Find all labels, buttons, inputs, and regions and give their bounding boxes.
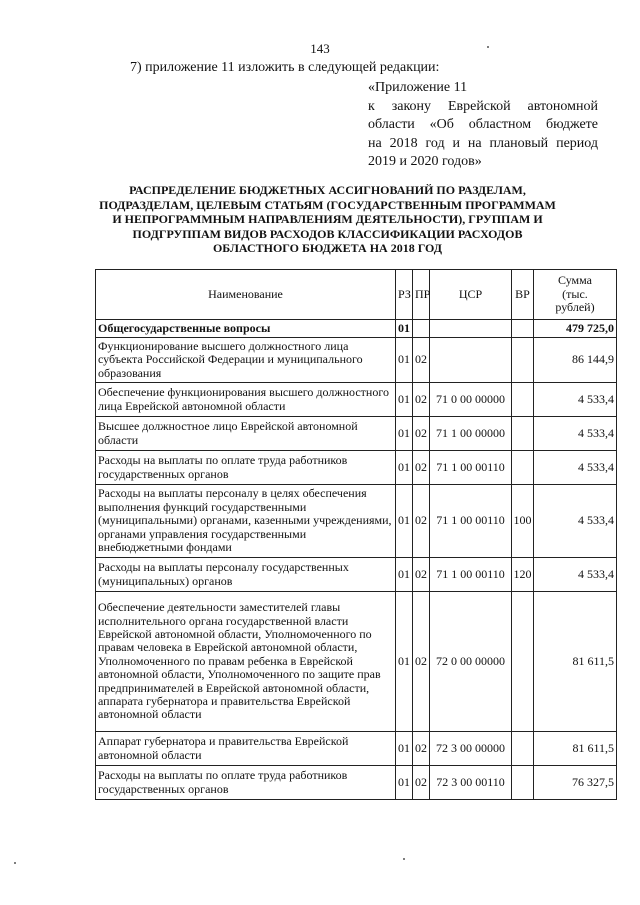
row-sum: 81 611,5 xyxy=(534,592,617,732)
title-line: ПОДГРУППАМ ВИДОВ РАСХОДОВ КЛАССИФИКАЦИИ РАСХОДОВ xyxy=(132,226,523,241)
table-row xyxy=(96,338,617,383)
budget-table xyxy=(95,269,617,800)
row-name: Высшее должностное лицо Еврейской автономной области xyxy=(96,417,396,451)
row-vr xyxy=(512,417,534,451)
row-csr: 71 0 00 00000 xyxy=(430,383,512,417)
page-number: 143 xyxy=(310,41,330,56)
row-rz: 01 xyxy=(396,383,413,417)
scan-speck xyxy=(487,46,489,48)
row-vr xyxy=(512,320,534,338)
row-sum: 479 725,0 xyxy=(534,320,617,338)
row-rz: 01 xyxy=(396,766,413,800)
header-sum-line: (тыс. xyxy=(562,286,588,301)
row-rz: 01 xyxy=(396,592,413,732)
table-row xyxy=(96,766,617,800)
row-csr: 71 1 00 00110 xyxy=(430,558,512,592)
row-sum: 4 533,4 xyxy=(534,558,617,592)
row-rz: 01 xyxy=(396,451,413,485)
row-rz: 01 xyxy=(396,417,413,451)
annex-line: к закону Еврейской автономной xyxy=(368,98,598,114)
annex-header xyxy=(368,79,598,172)
annex-line: области «Об областном бюджете xyxy=(368,117,598,132)
row-name: Общегосударственные вопросы xyxy=(96,320,396,338)
row-csr: 71 1 00 00000 xyxy=(430,417,512,451)
row-vr xyxy=(512,592,534,732)
row-csr xyxy=(430,320,512,338)
row-rz: 01 xyxy=(396,485,413,558)
row-vr xyxy=(512,338,534,383)
table-row xyxy=(96,320,617,338)
row-name: Расходы на выплаты персоналу государственных (муниципальных) органов xyxy=(96,558,396,592)
row-pr: 02 xyxy=(413,766,430,800)
row-sum: 4 533,4 xyxy=(534,383,617,417)
row-pr: 02 xyxy=(413,558,430,592)
row-pr: 02 xyxy=(413,383,430,417)
row-pr: 02 xyxy=(413,451,430,485)
row-sum: 4 533,4 xyxy=(534,417,617,451)
header-rz: РЗ xyxy=(396,270,413,320)
table-row xyxy=(96,485,617,558)
annex-line: 2019 и 2020 годов» xyxy=(368,154,482,169)
row-pr: 02 xyxy=(413,592,430,732)
row-pr xyxy=(413,320,430,338)
row-name: Расходы на выплаты по оплате труда работников государственных органов xyxy=(96,766,396,800)
annex-line: на 2018 год и на плановый период xyxy=(368,135,598,151)
row-csr xyxy=(430,338,512,383)
row-name: Обеспечение функционирования высшего должностного лица Еврейской автономной области xyxy=(96,383,396,417)
row-name: Расходы на выплаты по оплате труда работников государственных органов xyxy=(96,451,396,485)
row-vr: 120 xyxy=(512,558,534,592)
row-vr xyxy=(512,383,534,417)
table-row xyxy=(96,732,617,766)
document-title xyxy=(75,183,580,256)
annex-line: «Приложение 11 xyxy=(368,80,468,95)
row-name: Функционирование высшего должностного лица субъекта Российской Федерации и муниципального образования xyxy=(96,338,396,383)
intro-text: 7) приложение 11 изложить в следующей редакции: xyxy=(130,60,440,75)
table-row xyxy=(96,417,617,451)
row-vr xyxy=(512,732,534,766)
header-sum xyxy=(534,270,617,320)
row-rz: 01 xyxy=(396,338,413,383)
table-row xyxy=(96,383,617,417)
row-vr: 100 xyxy=(512,485,534,558)
header-pr: ПР xyxy=(413,270,430,320)
title-line: ОБЛАСТНОГО БЮДЖЕТА НА 2018 ГОД xyxy=(212,241,443,256)
row-rz: 01 xyxy=(396,320,413,338)
row-name: Обеспечение деятельности заместителей главы исполнительного органа государственной власти Еврейской автономной области, Уполномоченного по правам человека в Еврейской автономной области, Уполномоченного по правам ребенка в Еврейской автономной области, Уполномоченного по защите прав предпринимателей в Еврейской автономной области, аппарата губернатора и правительства Еврейской автономной области xyxy=(96,592,396,732)
row-csr: 71 1 00 00110 xyxy=(430,485,512,558)
row-pr: 02 xyxy=(413,417,430,451)
row-sum: 76 327,5 xyxy=(534,766,617,800)
row-sum: 86 144,9 xyxy=(534,338,617,383)
title-line: ПОДРАЗДЕЛАМ, ЦЕЛЕВЫМ СТАТЬЯМ (ГОСУДАРСТВЕННЫМ ПРОГРАММАМ xyxy=(99,197,556,212)
header-csr: ЦСР xyxy=(430,270,512,320)
table-header-row xyxy=(96,270,617,320)
row-rz: 01 xyxy=(396,558,413,592)
table-row xyxy=(96,451,617,485)
header-vr: ВР xyxy=(512,270,534,320)
table-row xyxy=(96,558,617,592)
row-sum: 4 533,4 xyxy=(534,451,617,485)
scan-speck xyxy=(14,862,16,864)
row-vr xyxy=(512,766,534,800)
row-pr: 02 xyxy=(413,338,430,383)
title-line: И НЕПРОГРАММНЫМ НАПРАВЛЕНИЯМ ДЕЯТЕЛЬНОСТИ), ГРУППАМ И xyxy=(112,212,543,227)
row-name: Аппарат губернатора и правительства Еврейской автономной области xyxy=(96,732,396,766)
row-csr: 72 0 00 00000 xyxy=(430,592,512,732)
row-csr: 72 3 00 00110 xyxy=(430,766,512,800)
row-vr xyxy=(512,451,534,485)
row-pr: 02 xyxy=(413,485,430,558)
header-name: Наименование xyxy=(96,270,396,320)
table-row xyxy=(96,592,617,732)
scan-speck xyxy=(403,858,405,860)
header-sum-line: Сумма xyxy=(558,273,592,288)
row-name: Расходы на выплаты персоналу в целях обеспечения выполнения функций государственными (муниципальными) органами, казенными учреждениями, органами управления государственными внебюджетными фондами xyxy=(96,485,396,558)
row-csr: 72 3 00 00000 xyxy=(430,732,512,766)
row-rz: 01 xyxy=(396,732,413,766)
header-sum-line: рублей) xyxy=(555,300,595,315)
row-sum: 4 533,4 xyxy=(534,485,617,558)
title-line: РАСПРЕДЕЛЕНИЕ БЮДЖЕТНЫХ АССИГНОВАНИЙ ПО РАЗДЕЛАМ, xyxy=(129,183,526,197)
row-sum: 81 611,5 xyxy=(534,732,617,766)
row-csr: 71 1 00 00110 xyxy=(430,451,512,485)
row-pr: 02 xyxy=(413,732,430,766)
